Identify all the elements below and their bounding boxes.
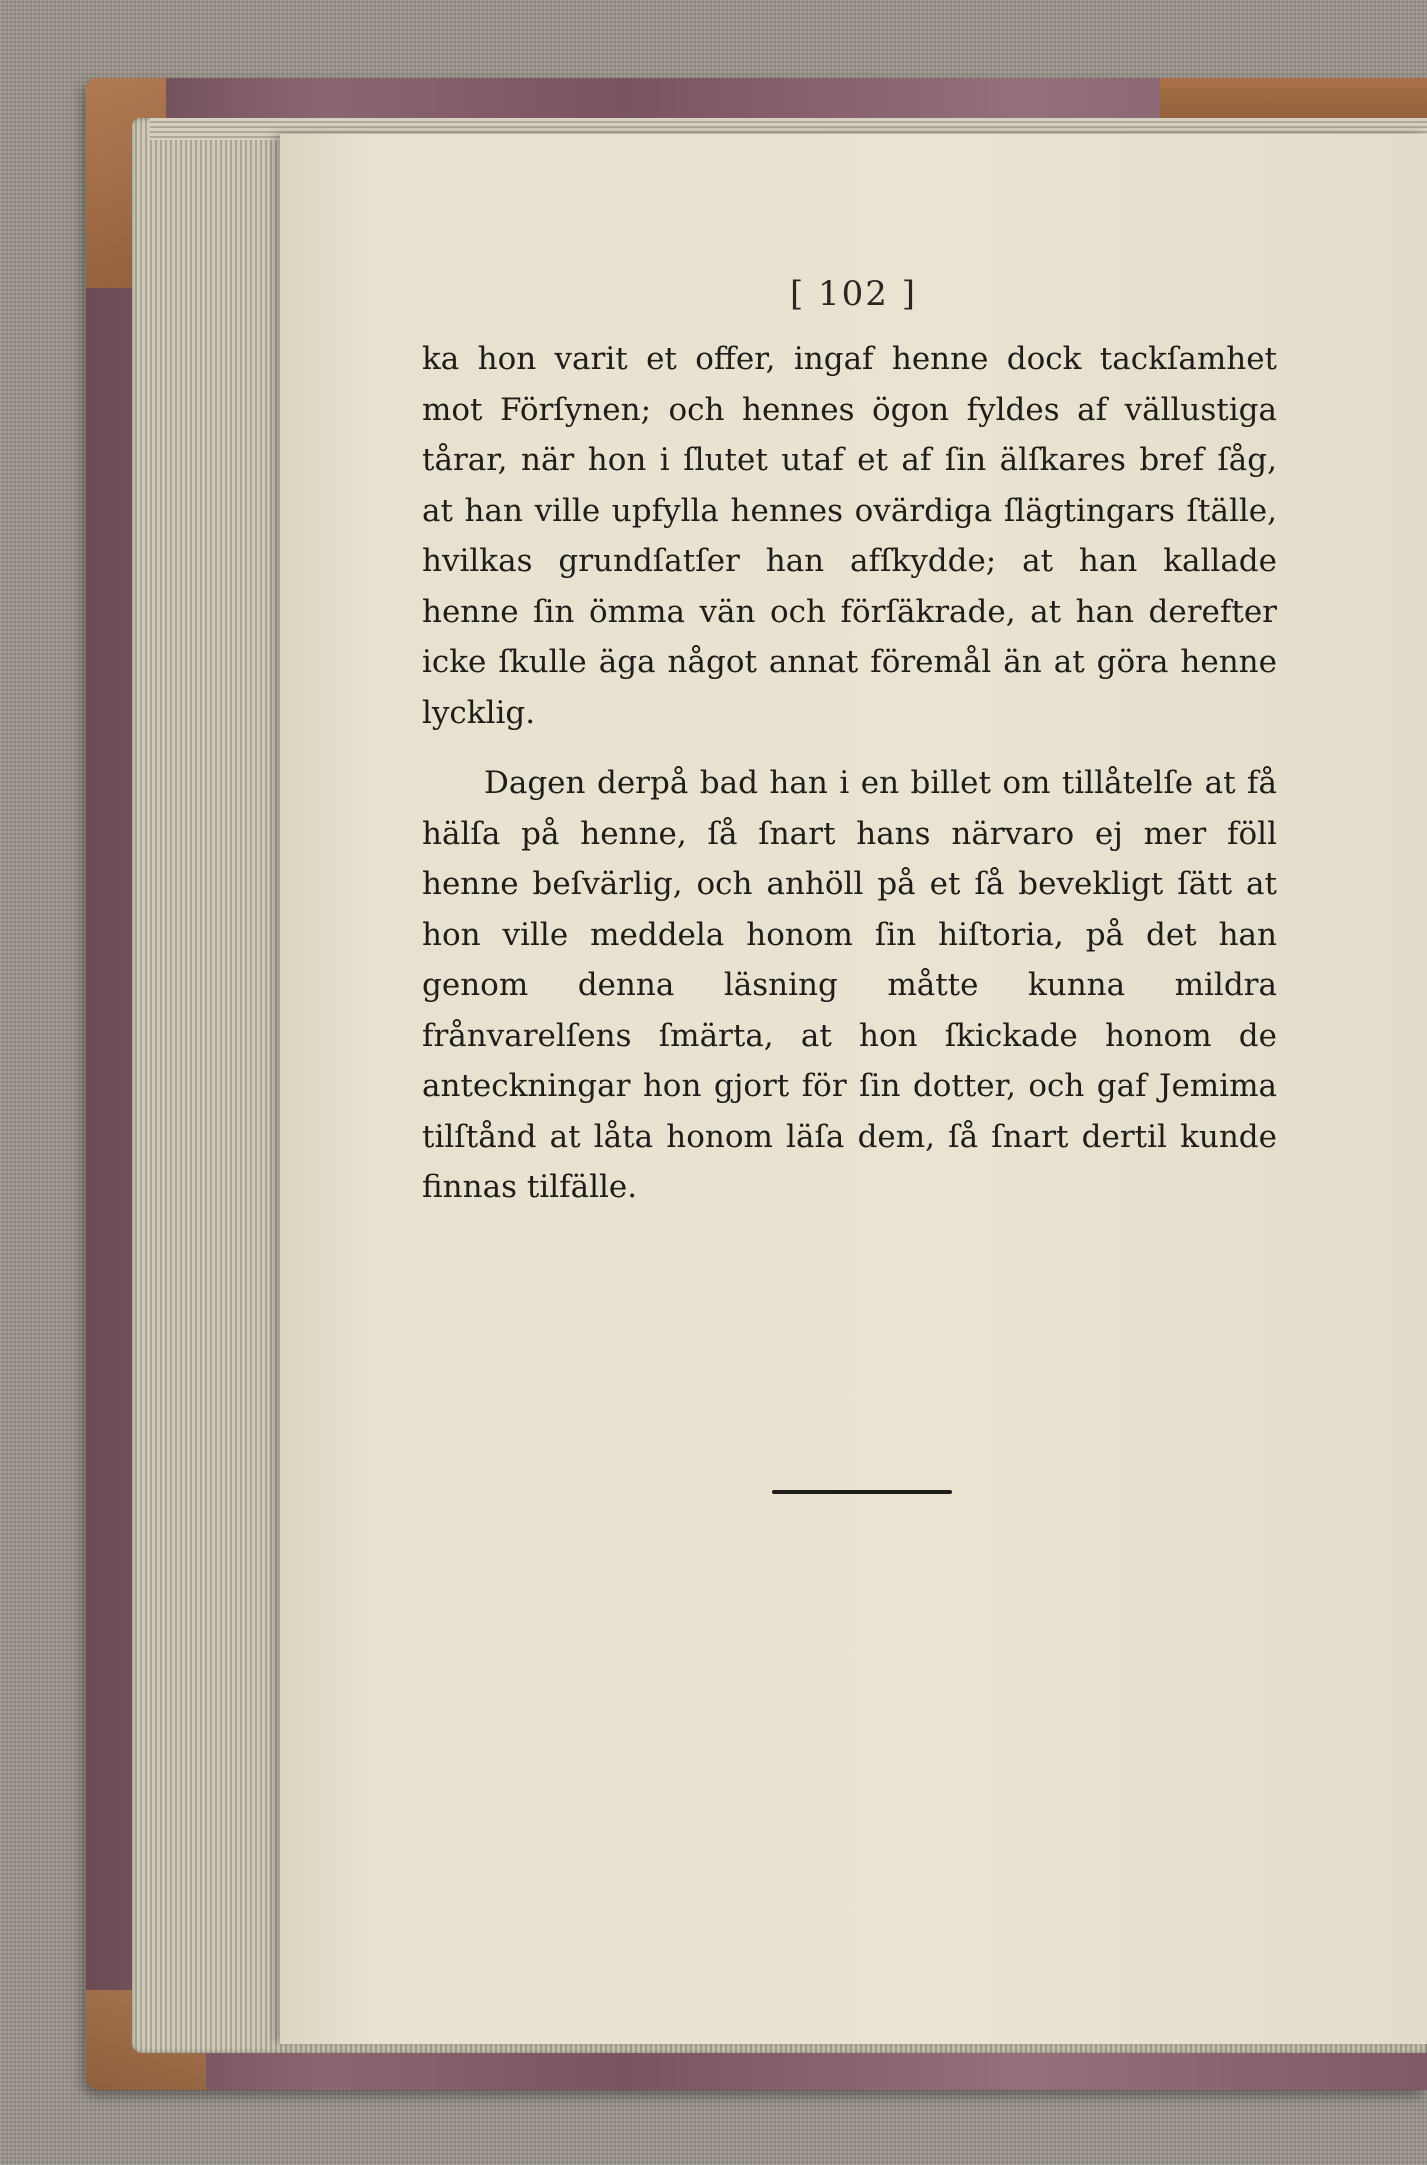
book-page	[280, 134, 1427, 2044]
body-text	[422, 334, 1277, 1213]
paragraph-1: ka hon varit et offer, ingaf henne dock tackſamhet mot Förſynen; och hennes ögon fyldes af vällustiga tårar, när hon i ſlutet utaf et af ſin älſkares bref ſåg, at han ville upfylla hennes ovärdiga ſlägtingars ſtälle, hvilkas grundſatſer han afſkydde; at han kallade henne ſin ömma vän och förſäkrade, at han derefter icke ſkulle äga något annat föremål än at göra henne lycklig.	[422, 341, 1277, 731]
paragraph-2: Dagen derpå bad han i en billet om tillåtelſe at få hälſa på henne, ſå ſnart hans närvaro ej mer föll henne beſvärlig, och anhöll på et ſå bevekligt ſätt at hon ville meddela honom ſin hiſtoria, på det han genom denna läsning måtte kunna mildra frånvarelſens ſmärta, at hon ſkickade honom de anteckningar hon gjort för ſin dotter, och gaf Jemima tilſtånd at låta honom läſa dem, ſå ſnart dertil kunde finnas tilfälle.	[422, 765, 1277, 1205]
end-rule	[772, 1490, 952, 1494]
page-header: [ 102 ]	[789, 274, 918, 314]
